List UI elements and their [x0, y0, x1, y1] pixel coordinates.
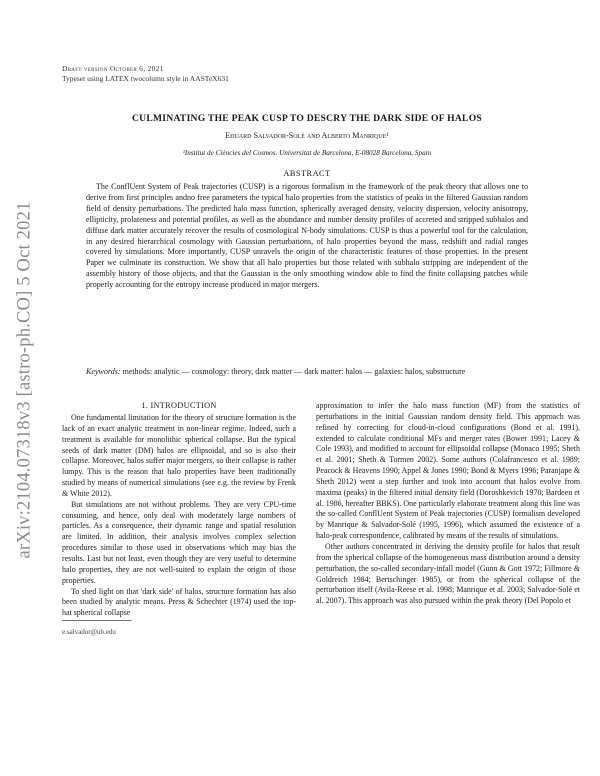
keywords	[86, 367, 528, 378]
body-paragraph: Other authors concentrated in deriving the density profile for halos that result from the spherical collapse of the homogeneous mass distribution around a density perturbation, the so-called secondary-infall model (Gunn & Gott 1972; Fillmore & Goldreich 1984; Bertschinger 1985), or from the spherical collapse of the perturbation itself (Avila-Reese et al. 1998; Manrique et al. 2003; Salvador-Solé et al. 2007). This approach was also pursued within the peak theory (Del Popolo et	[316, 541, 580, 606]
abstract-heading: ABSTRACT	[283, 169, 331, 178]
paper-title: CULMINATING THE PEAK CUSP TO DESCRY THE DARK SIDE OF HALOS	[131, 113, 482, 124]
body-paragraph: But simulations are not without problems. They are very CPU-time consuming, and hence, only deal with moderately large numbers of particles. As a consequence, their dynamic range and spatial resolution are limited. In addition, their analysis involves complex selection procedures similar to those used in observations which may bias the results. Last but not least, even though they are very useful to determine halo properties, they are not well-suited to explain the origin of those properties.	[62, 499, 296, 585]
arxiv-sidebar-stamp	[14, 200, 36, 560]
author-list: Eduard Salvador-Solé and Alberto Manrique¹	[225, 131, 389, 140]
body-paragraph: approximation to infer the halo mass function (MF) from the statistics of perturbations in the initial Gaussian random density field. This approach was refined by correcting for cloud-in-cloud configurations (Bond et al. 1991), extended to calculate conditional MFs and merger rates (Bower 1991; Lacey & Cole 1993), and modified to account for ellipsoidal collapse (Monaco 1995; Sheth et al. 2001; Sheth & Tormen 2002). Some authors (Colafrancesco et al. 1989; Peacock & Heavens 1990; Appel & Jones 1990; Bond & Myers 1996; Paranjape & Sheth 2012) went a step further and took into account that halos evolve from maxima (peaks) in the filtered initial density field (Doroshkevich 1970; Bardeen et al. 1986, hereafter BBKS). One particularly elaborate treatment along this line was the so-called ConflUent System of Peak trajectories (CUSP) formalism developed by Manrique & Salvador-Solé (1995, 1996), which assumed the existence of a halo-peak correspondence, calibrated by means of the results of simulations.	[316, 401, 580, 541]
affiliation: ¹Institut de Ciències del Cosmos. Universitat de Barcelona, E-08028 Barcelona, Spain	[182, 149, 432, 157]
body-paragraph: To shed light on that 'dark side' of halos, structure formation has also been studied by analytic means. Press & Schechter (1974) used the top-hat spherical collapse	[62, 586, 296, 618]
footnote-rule	[62, 620, 132, 621]
author-email: e.salvador@ub.edu	[62, 628, 116, 636]
draft-version: Draft version October 6, 2021	[62, 64, 164, 73]
left-column	[62, 401, 296, 619]
typeset-note: Typeset using LATEX twocolumn style in AASTeX631	[62, 73, 229, 83]
preprint-header	[62, 64, 229, 83]
right-column	[316, 401, 580, 607]
abstract-text: The ConflUent System of Peak trajectories (CUSP) is a rigorous formalism in the framework of the peak theory that allows one to derive from first principles andno free parameters the typical halo properties from the statistics of peaks in the filtered Gaussian random field of density perturbations. The predicted halo mass function, spherically averaged density, velocity dispersion, velocity anisotropy, ellipticity, prolateness and potential profiles, as well as the abundance and number density profiles of accreted and stripped subhalos and diffuse dark matter accurately recover the results of cosmological N-body simulations. CUSP is thus a powerful tool for the calculation, in any desired hierarchical cosmology with Gaussian perturbations, of halo properties beyond the mass, redshift and radial ranges covered by simulations. More importantly, CUSP unravels the origin of the characteristic features of those properties. In the present Paper we culminate its construction. We show that all halo properties but those related with subhalo stripping are independent of the assembly history of those objects, and that the Gaussian is the only smoothing window able to find the finite collapsing patches while properly accounting for the entropy increase produced in major mergers.	[86, 182, 528, 290]
section-heading-introduction: 1. INTRODUCTION	[141, 401, 217, 410]
body-paragraph: One fundamental limitation for the theory of structure formation is the lack of an exact analytic treatment in non-linear regime. Indeed, such a treatment is available for monolithic spherical collapse. But the typical seeds of dark matter (DM) halos are ellipsoidal, and so is also their collapse. Moreover, halos suffer major mergers, so their collapse is rather lumpy. This is the reason that halo properties have been traditionally studied by means of numerical simulations (see e.g. the review by Frenk & White 2012).	[62, 413, 296, 498]
arxiv-id: arXiv:2104.07318v3 [astro-ph.CO] 5 Oct 2021	[14, 201, 35, 559]
keywords-text: methods: analytic — cosmology: theory, dark matter — dark matter: halos — galaxies: halos, substructure	[122, 367, 466, 376]
keywords-label: Keywords:	[86, 367, 121, 376]
